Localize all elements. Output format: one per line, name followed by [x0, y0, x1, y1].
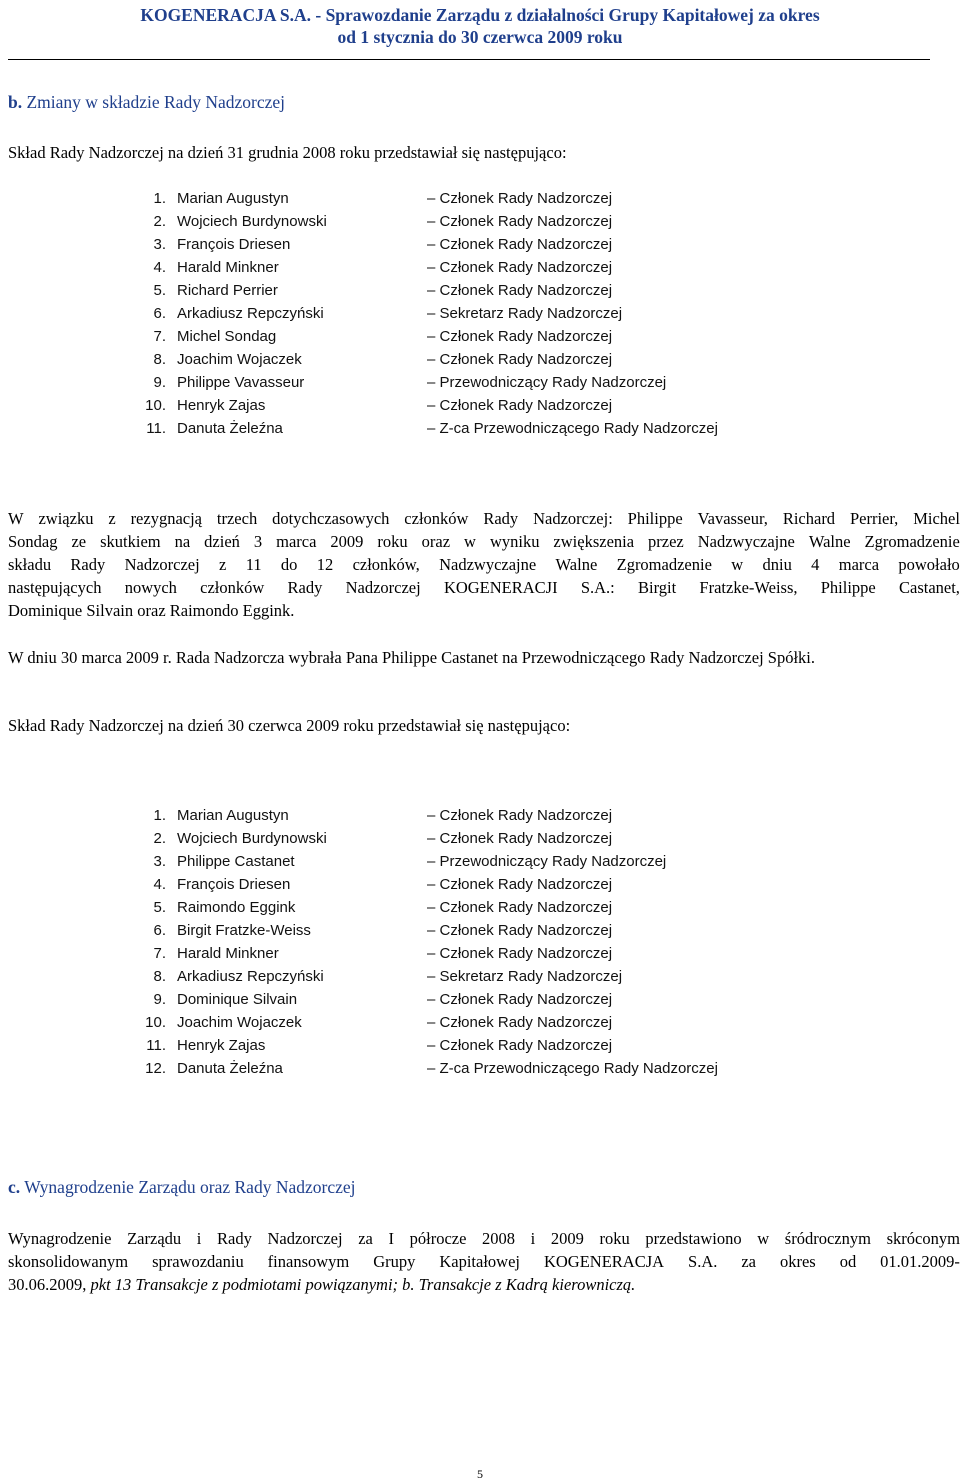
member-number: 4.: [153, 259, 166, 276]
member-row: [0, 394, 960, 417]
member-role: – Przewodniczący Rady Nadzorczej: [427, 853, 667, 870]
member-role: – Członek Rady Nadzorczej: [427, 282, 613, 299]
member-role: – Członek Rady Nadzorczej: [427, 876, 613, 893]
members-2008-list: [0, 187, 960, 440]
member-role: – Członek Rady Nadzorczej: [427, 899, 613, 916]
section-b-title: Zmiany w składzie Rady Nadzorczej: [26, 92, 285, 112]
remuneration-paragraph: [8, 1227, 960, 1296]
member-number: 10.: [145, 1014, 166, 1031]
section-c-letter: c.: [8, 1177, 21, 1197]
member-row: [0, 827, 960, 850]
composition-2008-intro: Skład Rady Nadzorczej na dzień 31 grudnia 2008 roku przedstawiał się następująco:: [8, 143, 567, 162]
member-number: 5.: [153, 282, 166, 299]
member-role: – Członek Rady Nadzorczej: [427, 351, 613, 368]
member-role: – Członek Rady Nadzorczej: [427, 213, 613, 230]
member-row: [0, 965, 960, 988]
member-number: 3.: [153, 853, 166, 870]
member-role: – Członek Rady Nadzorczej: [427, 190, 613, 207]
header-title-line-1: KOGENERACJA S.A. - Sprawozdanie Zarządu z działalności Grupy Kapitałowej za okres: [140, 5, 820, 25]
member-number: 11.: [146, 420, 166, 437]
member-role: – Sekretarz Rady Nadzorczej: [427, 968, 623, 985]
header-divider: [8, 59, 930, 60]
member-row: [0, 325, 960, 348]
remuneration-line-3-italic: pkt 13 Transakcje z podmiotami powiązanymi; b. Transakcje z Kadrą kierowniczą.: [90, 1275, 636, 1294]
member-name: Joachim Wojaczek: [177, 351, 302, 368]
section-c-title: Wynagrodzenie Zarządu oraz Rady Nadzorczej: [24, 1177, 356, 1197]
member-name: Richard Perrier: [177, 282, 278, 299]
page-number: 5: [477, 1467, 483, 1481]
member-name: Arkadiusz Repczyński: [177, 305, 324, 322]
resignation-last-line: Dominique Silvain oraz Raimondo Eggink.: [8, 601, 295, 620]
member-number: 3.: [153, 236, 166, 253]
member-number: 9.: [153, 991, 166, 1008]
member-row: [0, 279, 960, 302]
member-name: Danuta Żeleźna: [177, 1060, 283, 1077]
member-role: – Członek Rady Nadzorczej: [427, 922, 613, 939]
member-name: Michel Sondag: [177, 328, 277, 345]
section-c-heading: [8, 1177, 355, 1198]
header-title-line-2: od 1 stycznia do 30 czerwca 2009 roku: [337, 27, 623, 47]
member-name: Raimondo Eggink: [177, 899, 296, 916]
member-row: [0, 233, 960, 256]
member-number: 6.: [153, 922, 166, 939]
member-role: – Członek Rady Nadzorczej: [427, 1014, 613, 1031]
member-row: [0, 1057, 960, 1080]
member-role: – Członek Rady Nadzorczej: [427, 397, 613, 414]
member-number: 4.: [153, 876, 166, 893]
member-row: [0, 187, 960, 210]
member-number: 8.: [153, 968, 166, 985]
member-role: – Członek Rady Nadzorczej: [427, 259, 613, 276]
member-role: – Członek Rady Nadzorczej: [427, 236, 613, 253]
member-name: Marian Augustyn: [177, 190, 289, 207]
section-b-letter: b.: [8, 92, 23, 112]
member-number: 2.: [153, 213, 166, 230]
member-role: – Z-ca Przewodniczącego Rady Nadzorczej: [427, 1060, 718, 1077]
member-row: [0, 302, 960, 325]
member-name: Joachim Wojaczek: [177, 1014, 302, 1031]
resignation-line: W związku z rezygnacją trzech dotychczasowych członków Rady Nadzorczej: Philippe Vavasseur, Richard Perrier, Michel: [8, 509, 960, 528]
composition-2009-intro: Skład Rady Nadzorczej na dzień 30 czerwca 2009 roku przedstawiał się następująco:: [8, 716, 571, 735]
member-number: 1.: [153, 807, 166, 824]
resignation-line: składu Rady Nadzorczej z 11 do 12 członków, Nadzwyczajne Walne Zgromadzenie w dniu 4 marca powołało: [8, 555, 960, 574]
member-number: 2.: [153, 830, 166, 847]
remuneration-line-3-regular: 30.06.2009,: [8, 1275, 91, 1294]
member-number: 12.: [145, 1060, 166, 1077]
member-name: Philippe Vavasseur: [177, 374, 305, 391]
members-2009-list: [0, 804, 960, 1080]
member-number: 5.: [153, 899, 166, 916]
member-number: 11.: [146, 1037, 166, 1054]
member-number: 7.: [153, 945, 166, 962]
member-number: 6.: [153, 305, 166, 322]
member-number: 1.: [153, 190, 166, 207]
member-number: 8.: [153, 351, 166, 368]
member-role: – Sekretarz Rady Nadzorczej: [427, 305, 623, 322]
member-role: – Członek Rady Nadzorczej: [427, 328, 613, 345]
member-name: Marian Augustyn: [177, 807, 289, 824]
member-row: [0, 417, 960, 440]
resignation-paragraph: [8, 507, 960, 622]
member-number: 7.: [153, 328, 166, 345]
member-name: Wojciech Burdynowski: [177, 830, 327, 847]
member-row: [0, 256, 960, 279]
member-row: [0, 1034, 960, 1057]
member-name: Dominique Silvain: [177, 991, 298, 1008]
member-role: – Członek Rady Nadzorczej: [427, 945, 613, 962]
member-name: Birgit Fratzke-Weiss: [177, 922, 311, 939]
chair-election-text: W dniu 30 marca 2009 r. Rada Nadzorcza wybrała Pana Philippe Castanet na Przewodniczącego Rady Nadzorczej Spółki.: [8, 648, 816, 667]
member-name: Henryk Zajas: [177, 397, 266, 414]
member-row: [0, 210, 960, 233]
member-name: François Driesen: [177, 236, 291, 253]
remuneration-line-2: skonsolidowanym sprawozdaniu finansowym Grupy Kapitałowej KOGENERACJA S.A. za okres od 01.01.2009-: [8, 1252, 960, 1271]
member-row: [0, 1011, 960, 1034]
member-row: [0, 804, 960, 827]
member-role: – Członek Rady Nadzorczej: [427, 830, 613, 847]
document-header: [0, 4, 960, 48]
member-row: [0, 942, 960, 965]
member-name: Wojciech Burdynowski: [177, 213, 327, 230]
remuneration-line-3: [8, 1273, 960, 1296]
member-row: [0, 873, 960, 896]
remuneration-line-1: Wynagrodzenie Zarządu i Rady Nadzorczej za I półrocze 2008 i 2009 roku przedstawiono w śródrocznym skróconym: [8, 1229, 960, 1248]
member-name: Danuta Żeleźna: [177, 420, 283, 437]
member-row: [0, 919, 960, 942]
member-row: [0, 371, 960, 394]
resignation-line: Sondag ze skutkiem na dzień 3 marca 2009 roku oraz w wyniku zwiększenia przez Nadzwyczajne Walne Zgromadzenie: [8, 532, 960, 551]
member-role: – Członek Rady Nadzorczej: [427, 807, 613, 824]
member-name: Harald Minkner: [177, 945, 279, 962]
member-name: Philippe Castanet: [177, 853, 295, 870]
member-row: [0, 896, 960, 919]
member-name: Arkadiusz Repczyński: [177, 968, 324, 985]
resignation-line: następujących nowych członków Rady Nadzorczej KOGENERACJI S.A.: Birgit Fratzke-Weiss, Philippe Castanet,: [8, 578, 960, 597]
member-row: [0, 348, 960, 371]
member-name: François Driesen: [177, 876, 291, 893]
member-number: 9.: [153, 374, 166, 391]
member-name: Harald Minkner: [177, 259, 279, 276]
member-role: – Członek Rady Nadzorczej: [427, 991, 613, 1008]
member-number: 10.: [145, 397, 166, 414]
section-b-heading: [8, 92, 285, 113]
member-row: [0, 850, 960, 873]
member-name: Henryk Zajas: [177, 1037, 266, 1054]
member-role: – Członek Rady Nadzorczej: [427, 1037, 613, 1054]
member-role: – Przewodniczący Rady Nadzorczej: [427, 374, 667, 391]
member-row: [0, 988, 960, 1011]
member-role: – Z-ca Przewodniczącego Rady Nadzorczej: [427, 420, 718, 437]
